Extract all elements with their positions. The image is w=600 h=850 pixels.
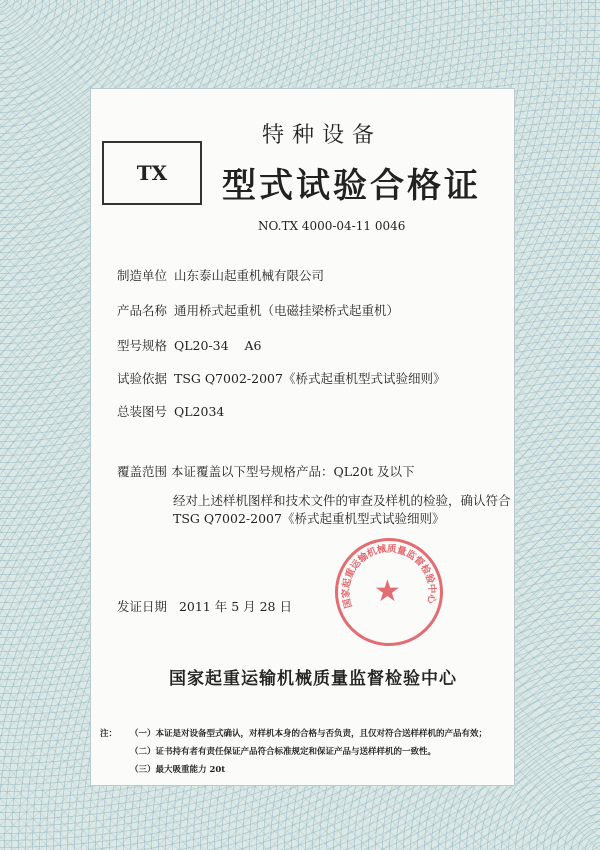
field-label: 总装图号 <box>117 404 168 419</box>
issue-date-value: 2011 年 5 月 28 日 <box>178 599 292 614</box>
note-1: （一）本证是对设备型式确认，对样机本身的合格与否负责，且仅对符合送样样机的产品有效； <box>130 729 488 739</box>
note-2: （二）证书持有者有责任保证产品符合标准规定和保证产品与送样样机的一致性。 <box>130 747 437 757</box>
star-icon: ★ <box>374 574 401 609</box>
field-coverage <box>117 462 414 480</box>
field-basis <box>117 369 445 387</box>
svg-text:国家起重运输机械质量监督检验中心: 国家起重运输机械质量监督检验中心 <box>340 543 438 610</box>
field-value: TSG Q7002-2007《桥式起重机型式试验细则》 <box>174 371 446 386</box>
field-label: 试验依据 <box>117 371 168 386</box>
field-label: 产品名称 <box>117 303 168 318</box>
conclusion-line-2: TSG Q7002-2007《桥式起重机型式试验细则》 <box>173 511 445 526</box>
note-3: （三）最大吸重能力 20t <box>130 765 226 775</box>
issue-date-label: 发证日期 <box>117 599 168 614</box>
field-label: 制造单位 <box>117 268 168 283</box>
notes-label: 注： <box>100 729 118 739</box>
field-value: QL20-34 A6 <box>174 338 262 353</box>
field-value: 山东泰山起重机械有限公司 <box>174 268 325 283</box>
title-main: 型式试验合格证 <box>222 166 481 206</box>
field-value: 本证覆盖以下型号规格产品：QL20t 及以下 <box>171 464 415 479</box>
field-value: 通用桥式起重机（电磁挂梁桥式起重机） <box>174 303 400 318</box>
issuer-name: 国家起重运输机械质量监督检验中心 <box>169 669 457 689</box>
conclusion-line-1: 经对上述样机图样和技术文件的审查及样机的检验，确认符合 <box>173 493 511 508</box>
field-product <box>117 301 399 319</box>
cert-number: NO.TX 4000-04-11 0046 <box>258 219 406 233</box>
field-value: QL2034 <box>174 404 225 419</box>
field-model <box>117 336 261 354</box>
field-drawing <box>117 402 224 420</box>
official-seal <box>335 538 443 646</box>
field-label: 覆盖范围 <box>117 464 168 479</box>
field-label: 型号规格 <box>117 338 168 353</box>
tx-badge: TX <box>102 141 202 205</box>
field-manufacturer <box>117 266 324 284</box>
issue-date <box>117 597 292 615</box>
title-top: 特种设备 <box>262 123 383 148</box>
